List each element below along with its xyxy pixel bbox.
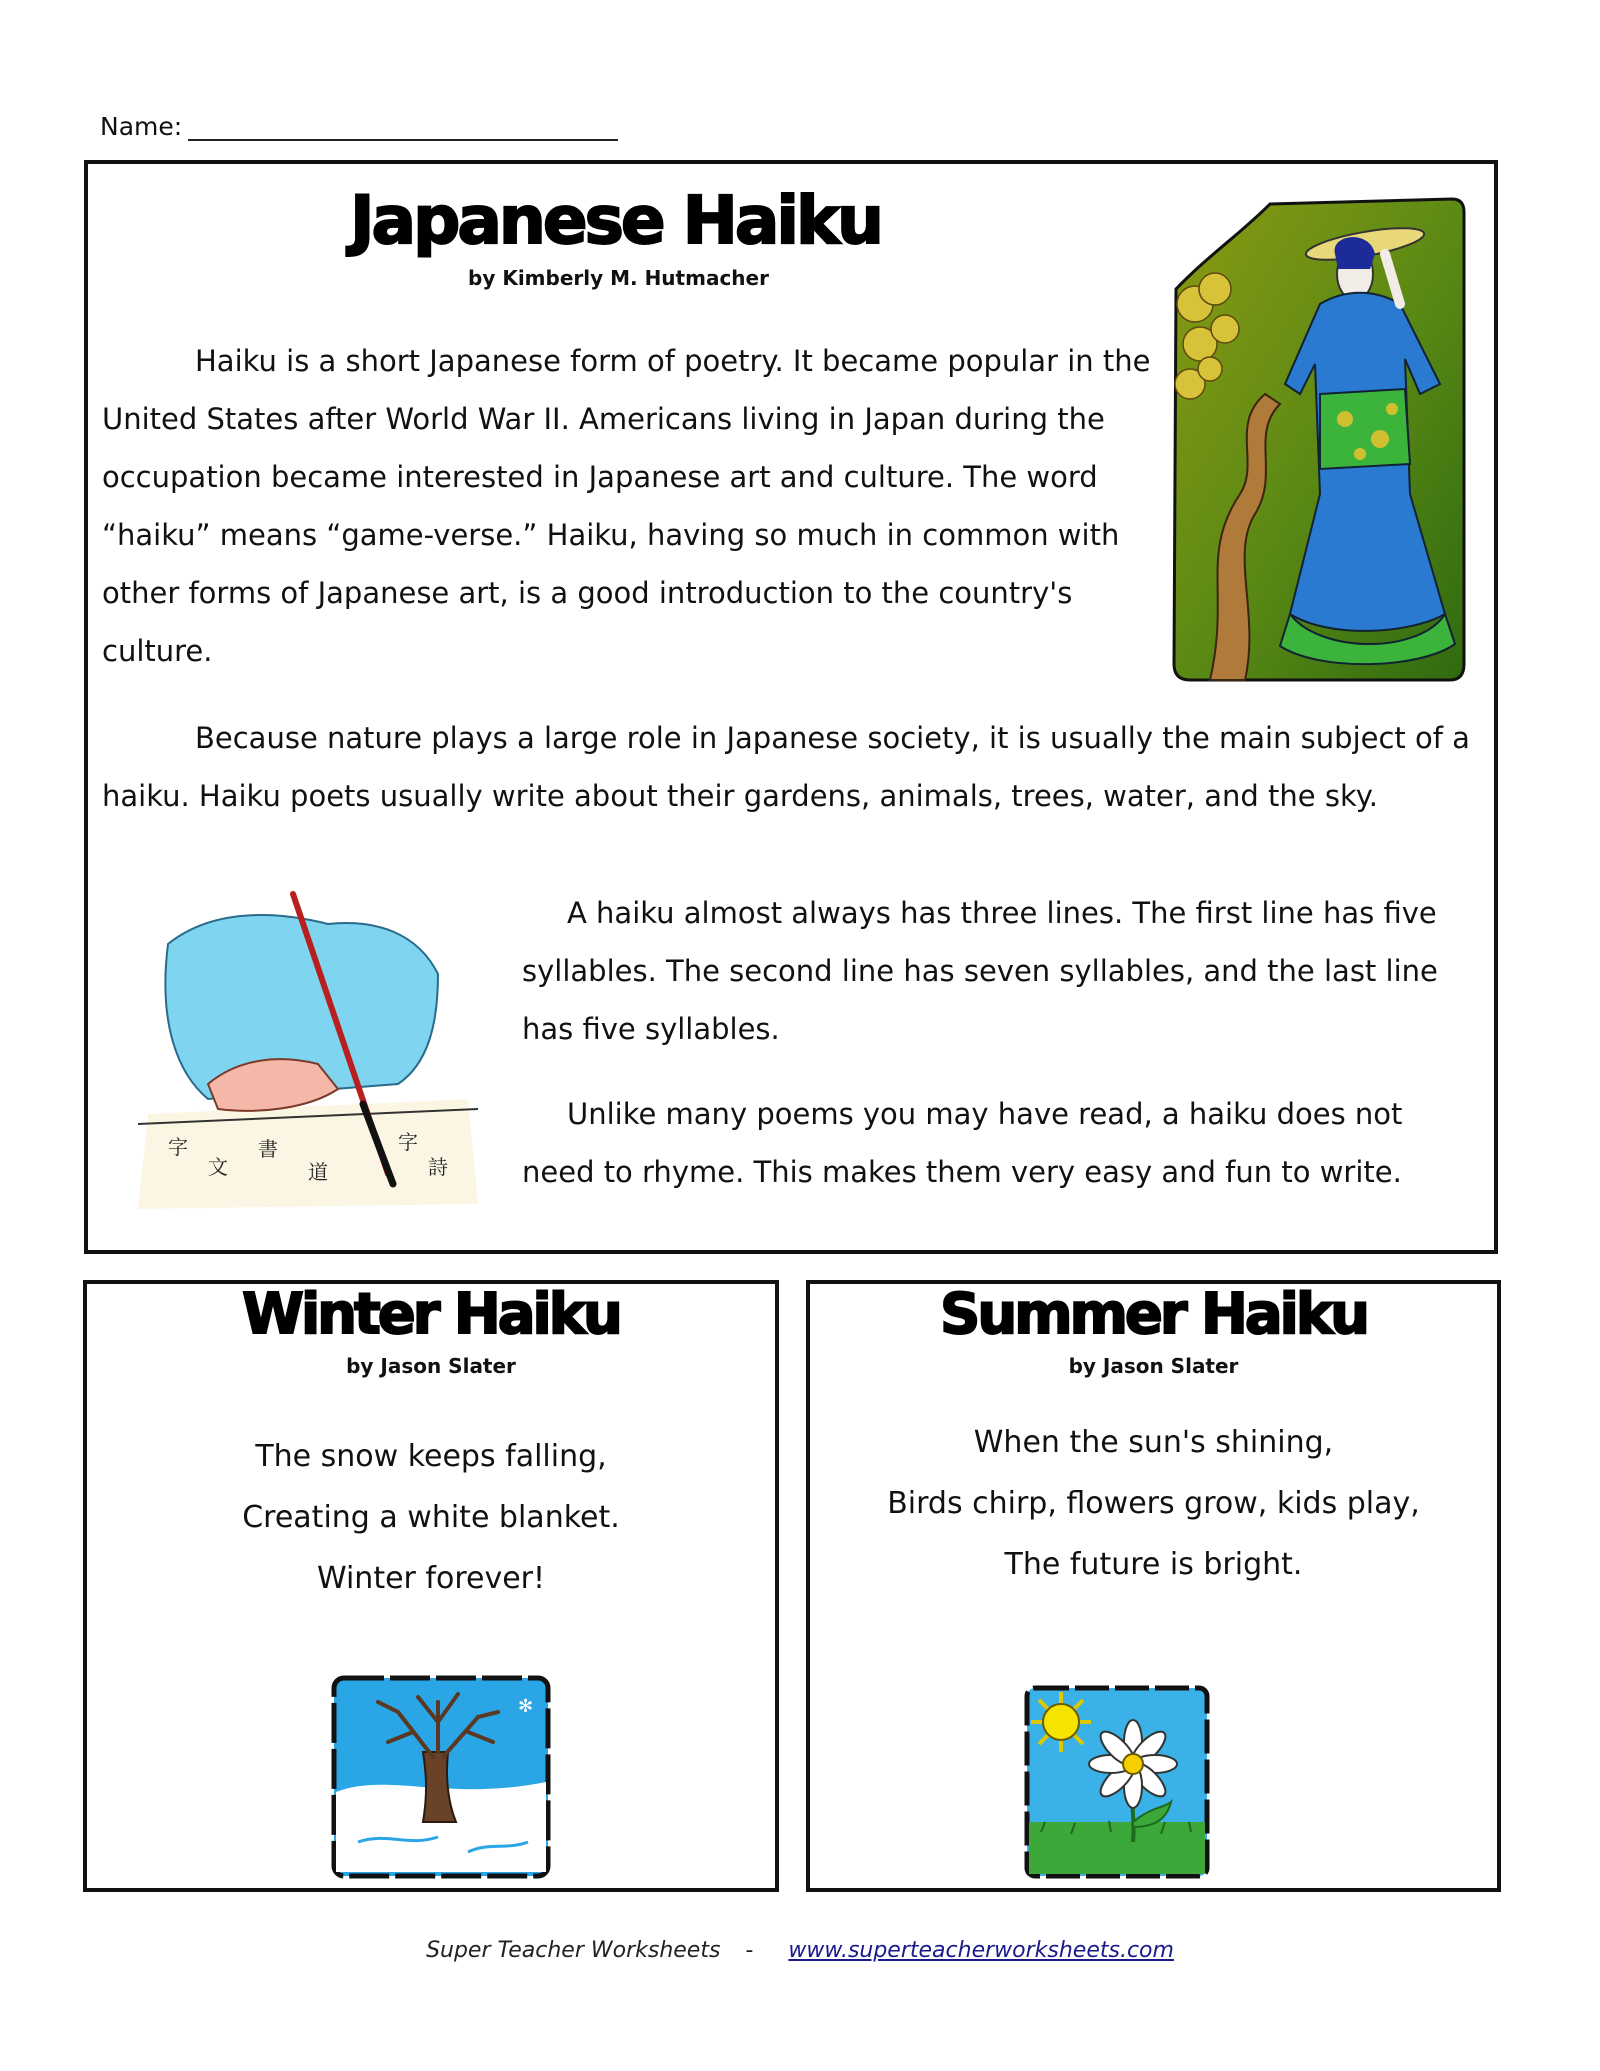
svg-text:字: 字 (398, 1130, 418, 1154)
calligraphy-hand-illustration (138, 884, 483, 1209)
poem-line: The snow keeps falling, (255, 1439, 607, 1474)
geisha-illustration (1170, 194, 1468, 686)
footer (0, 1938, 1600, 1963)
name-blank-line (188, 115, 618, 141)
svg-text:✻: ✻ (518, 1696, 534, 1717)
summer-title: Summer Haiku (940, 1282, 1367, 1347)
article-byline: by Kimberly M. Hutmacher (468, 266, 769, 290)
article-box (84, 160, 1498, 1254)
paragraph-2: Because nature plays a large role in Japanese society, it is usually the main subject of a haiku. Haiku poets usually write about their gardens, animals, trees, water, and the sky. (102, 721, 1470, 813)
svg-text:書: 書 (258, 1137, 278, 1161)
svg-text:詩: 詩 (428, 1155, 448, 1179)
paragraph-1: Haiku is a short Japanese form of poetry. It became popular in the United States after World War II. Americans living in Japan during the occupation became interested in Japanese art and culture. The word “haiku” means “game-verse.” Haiku, having so much in common with other forms of Japanese art, is a good introduction to the country's culture. (102, 344, 1151, 668)
summer-poem (810, 1412, 1497, 1595)
svg-text:字: 字 (168, 1135, 188, 1159)
footer-site-name: Super Teacher Worksheets (426, 1938, 721, 1963)
name-field (100, 112, 618, 141)
poem-line: The future is bright. (1004, 1547, 1303, 1582)
paragraph-3: A haiku almost always has three lines. The first line has five syllables. The second line has seven syllables, and the last line has five syllables. (522, 896, 1438, 1046)
article-title: Japanese Haiku (350, 182, 881, 259)
paragraph-4: Unlike many poems you may have read, a haiku does not need to rhyme. This makes them very easy and fun to write. (522, 1097, 1403, 1189)
winter-title: Winter Haiku (242, 1282, 620, 1347)
winter-haiku-box (83, 1280, 779, 1892)
summer-haiku-box (806, 1280, 1501, 1892)
poem-line: Winter forever! (316, 1561, 546, 1596)
sun-flower-illustration (1021, 1682, 1213, 1882)
svg-text:文: 文 (208, 1155, 228, 1179)
footer-separator: - (745, 1938, 754, 1963)
winter-byline: by Jason Slater (346, 1354, 516, 1378)
name-label: Name: (100, 112, 183, 141)
poem-line: Creating a white blanket. (242, 1500, 620, 1535)
poem-line: Birds chirp, flowers grow, kids play, (887, 1486, 1420, 1521)
winter-poem (87, 1426, 775, 1609)
svg-text:道: 道 (308, 1160, 328, 1184)
poem-line: When the sun's shining, (973, 1425, 1334, 1460)
footer-link[interactable]: www.superteacherworksheets.com (788, 1938, 1174, 1963)
summer-byline: by Jason Slater (1068, 1354, 1239, 1378)
winter-tree-illustration (328, 1672, 554, 1882)
